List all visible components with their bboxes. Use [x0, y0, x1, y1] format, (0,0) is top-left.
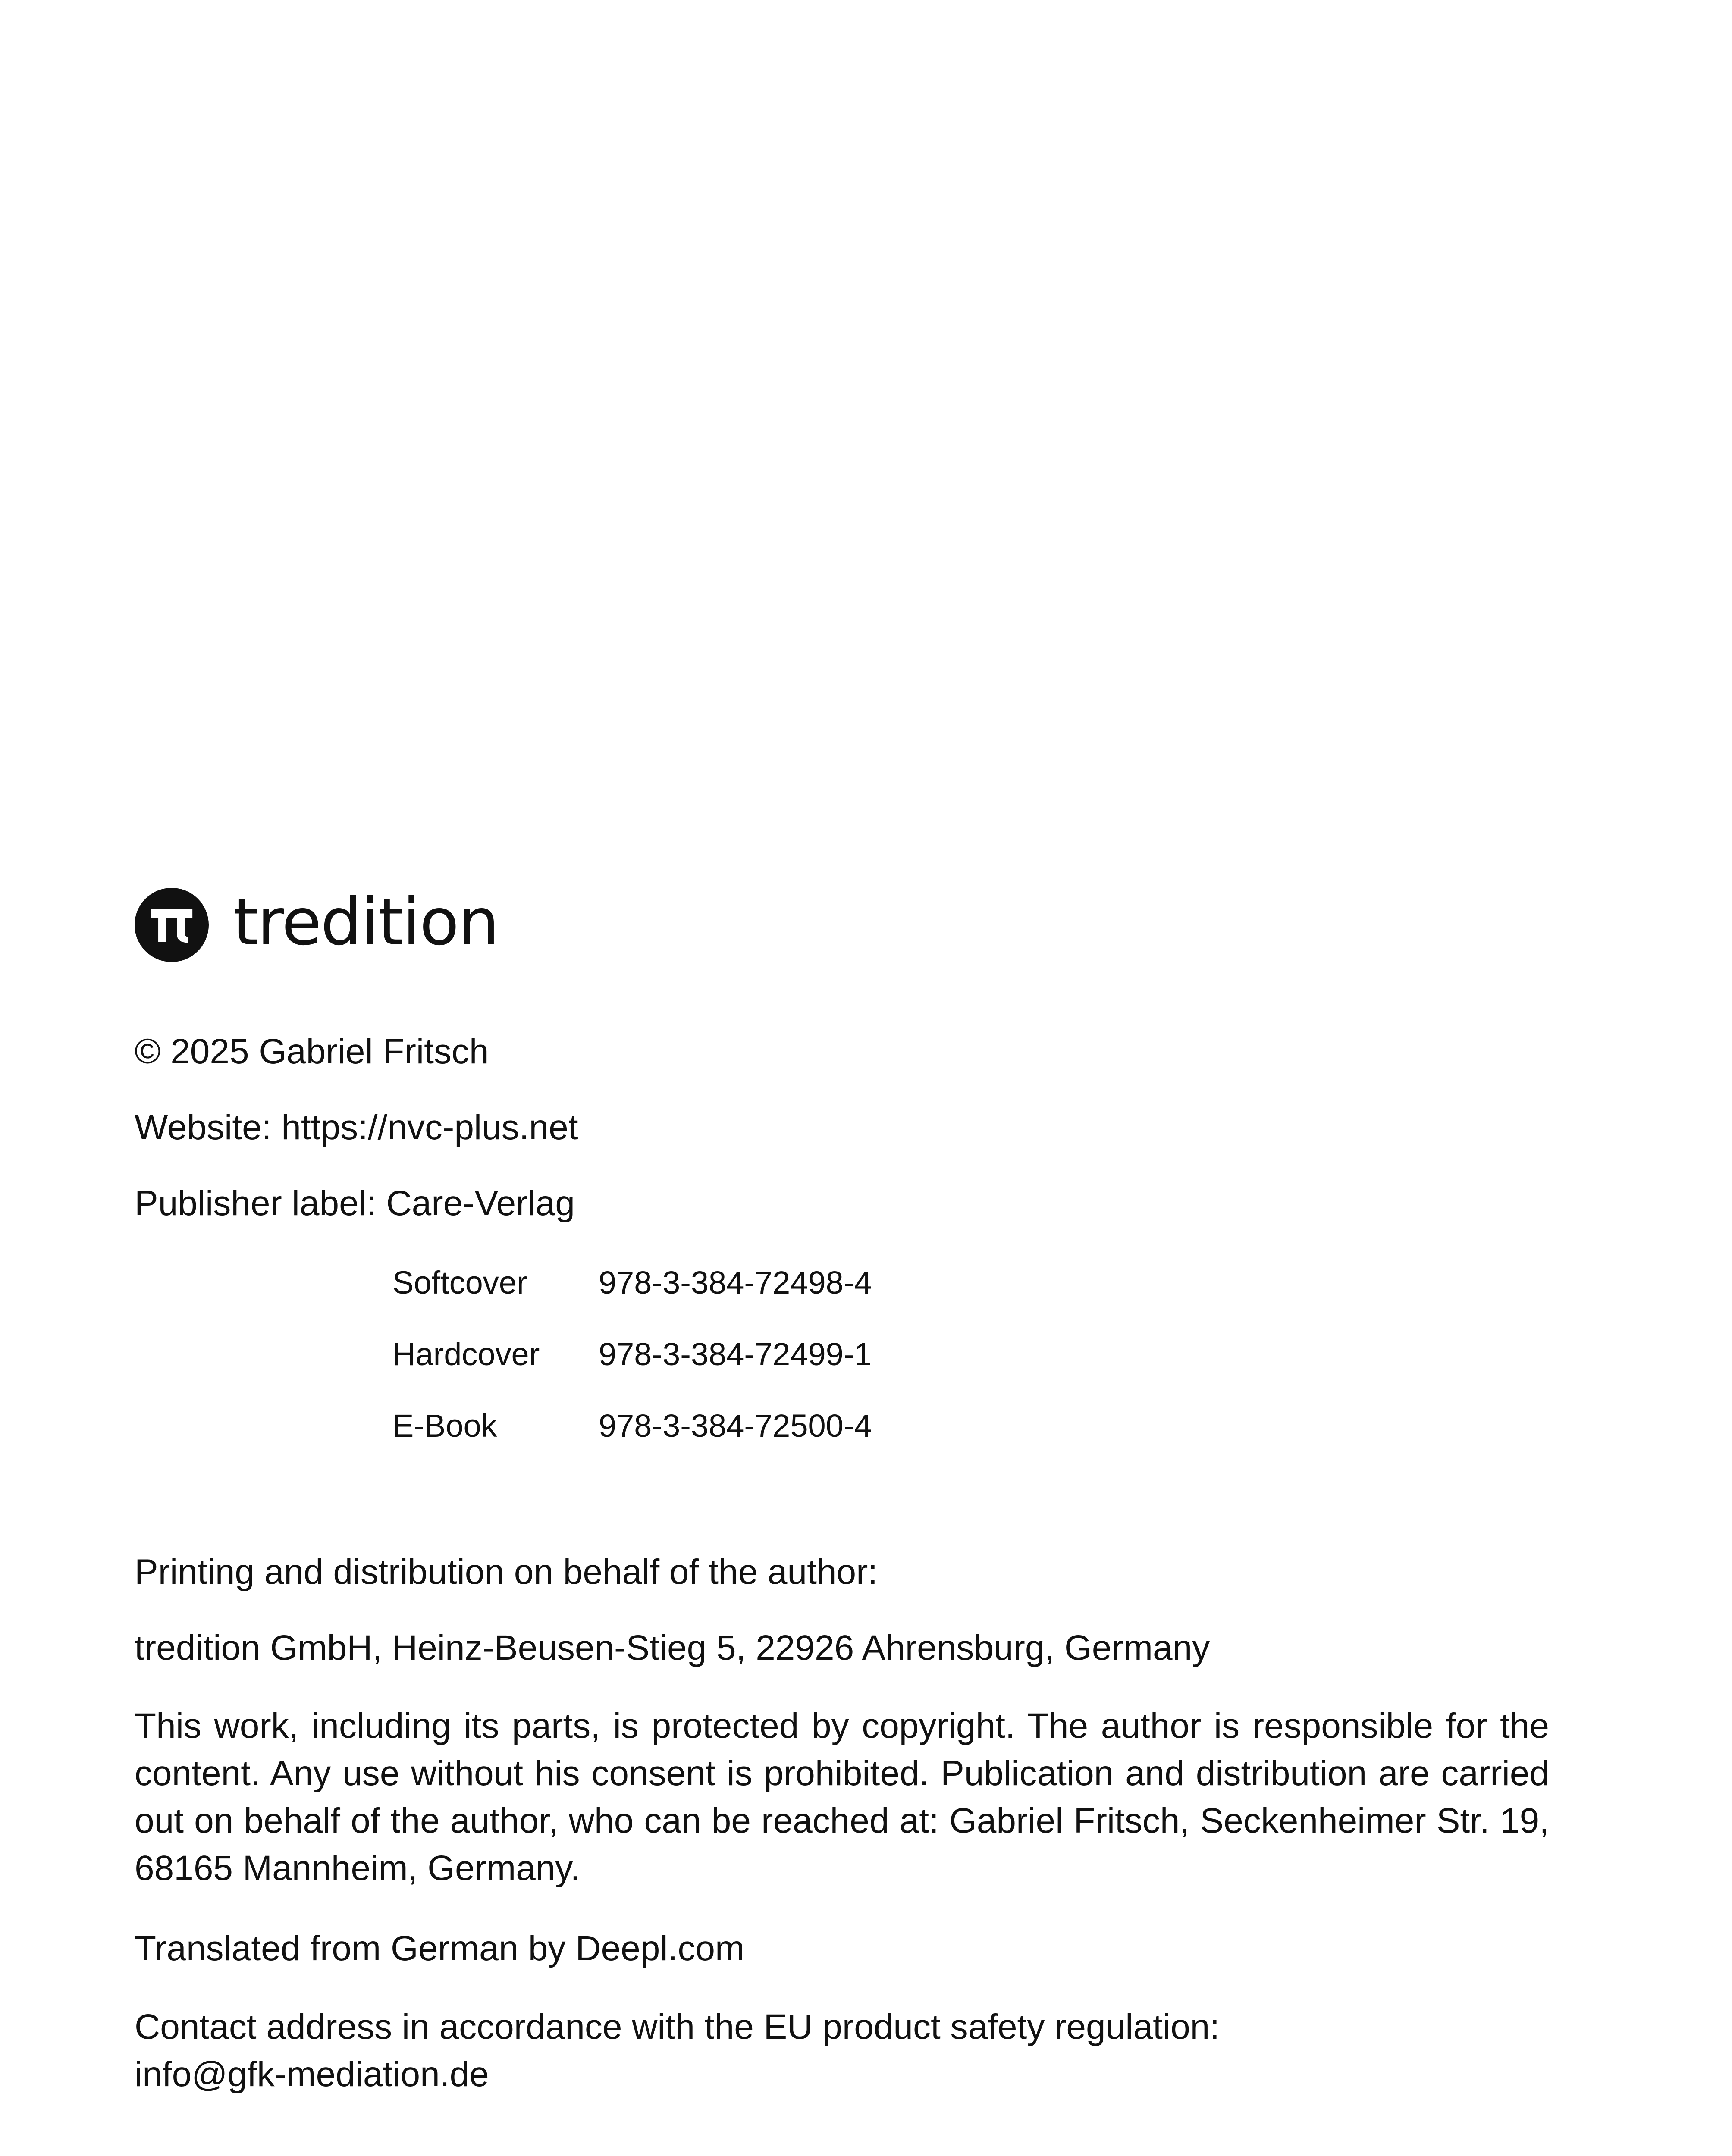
isbn-row	[392, 1407, 872, 1479]
tredition-logo-icon	[135, 888, 209, 962]
translation-note: Translated from German by Deepl.com	[135, 1929, 745, 1968]
isbn-format: E-Book	[392, 1408, 497, 1444]
copyright-notice: This work, including its parts, is protected by copyright. The author is responsible for the content. Any use without his consent is prohibited. Publication and distribution are carried out on behalf of the author, who can be reached at: Gabriel Fritsch, Seckenheimer Str. 19, 68165 Mannheim, Germany.	[135, 1706, 1549, 1888]
isbn-number: 978-3-384-72500-4	[599, 1408, 872, 1444]
website-line: Website: https://nvc-plus.net	[135, 1108, 578, 1147]
printer-address: tredition GmbH, Heinz-Beusen-Stieg 5, 22926 Ahrensburg, Germany	[135, 1628, 1210, 1667]
isbn-format: Hardcover	[392, 1336, 540, 1372]
contact-email: info@gfk-mediation.de	[135, 2055, 489, 2094]
publisher-label-line: Publisher label: Care-Verlag	[135, 1184, 575, 1223]
isbn-row	[392, 1264, 872, 1336]
contact-heading: Contact address in accordance with the EU product safety regulation:	[135, 2007, 1220, 2046]
isbn-table	[392, 1264, 872, 1479]
publisher-logo	[135, 886, 499, 964]
isbn-row	[392, 1336, 872, 1407]
isbn-number: 978-3-384-72498-4	[599, 1265, 872, 1300]
contact-block	[135, 2003, 1549, 2098]
copyright-line: © 2025 Gabriel Fritsch	[135, 1032, 489, 1071]
logo-wordmark: tredition	[233, 885, 499, 960]
isbn-format: Softcover	[392, 1265, 527, 1300]
printing-heading: Printing and distribution on behalf of the author:	[135, 1552, 878, 1592]
isbn-number: 978-3-384-72499-1	[599, 1336, 872, 1372]
